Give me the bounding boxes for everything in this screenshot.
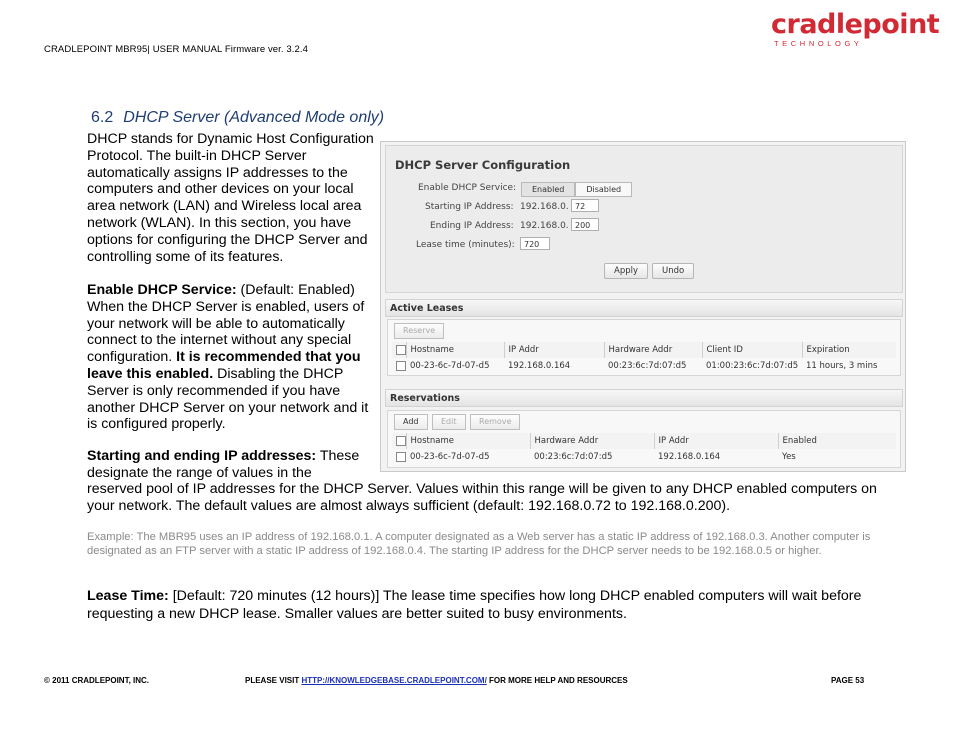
- example-note: Example: The MBR95 uses an IP address of 192.168.0.1. A computer designated as a Web server has a static IP address of 192.168.0.3. Another computer is designated as an FTP server with a static IP address of 192.168.0.4. The starting IP address for the DHCP server needs to be 192.168.0.5 or higher.: [87, 531, 871, 558]
- lease-text: [Default: 720 minutes (12 hours)] The lease time specifies how long DHCP enabled computers will wait before requesting a new DHCP lease. Smaller values are better suited to busy environments.: [87, 588, 862, 622]
- active-leases-table: [387, 319, 901, 376]
- table-row[interactable]: [392, 358, 896, 374]
- end-ip-prefix: 192.168.0.: [520, 221, 569, 231]
- config-title: DHCP Server Configuration: [395, 158, 571, 172]
- res-hostname: 00-23-6c-7d-07-d5: [410, 452, 490, 462]
- table-row[interactable]: [392, 449, 896, 465]
- enable-term: Enable DHCP Service:: [87, 282, 237, 298]
- end-ip-input[interactable]: 200: [571, 218, 599, 231]
- range-text: These designate the range of values in the: [87, 448, 360, 481]
- footer-help: [245, 676, 628, 685]
- res-col-hostname: Hostname: [406, 433, 530, 449]
- start-ip-prefix: 192.168.0.: [520, 202, 569, 212]
- range-term: Starting and ending IP addresses:: [87, 448, 317, 464]
- section-heading: [91, 109, 384, 127]
- undo-button[interactable]: Undo: [652, 263, 694, 279]
- lease-time-label: Lease time (minutes):: [416, 240, 515, 250]
- logo-wordmark: cradlepoint: [771, 9, 940, 40]
- leases-col-client-id: Client ID: [702, 342, 802, 358]
- lease-time-input[interactable]: 720: [520, 237, 550, 250]
- start-ip-label: Starting IP Address:: [425, 202, 514, 212]
- footer-visit-pre: PLEASE VISIT: [245, 676, 302, 685]
- res-ip: 192.168.0.164: [658, 452, 721, 462]
- lease-hardware: 00:23:6c:7d:07:d5: [608, 361, 687, 371]
- lease-term: Lease Time:: [87, 588, 169, 604]
- footer-copyright: © 2011 CRADLEPOINT, INC.: [44, 676, 150, 685]
- document-title: CRADLEPOINT MBR95| USER MANUAL Firmware ver. 3.2.4: [44, 44, 309, 55]
- logo-subtitle: TECHNOLOGY: [774, 39, 863, 48]
- select-all-checkbox[interactable]: [392, 433, 406, 449]
- lease-paragraph: [87, 588, 867, 623]
- dhcp-config-panel: [385, 145, 903, 293]
- lease-expiration: 11 hours, 3 mins: [806, 361, 878, 371]
- res-enabled: Yes: [782, 452, 796, 462]
- leases-col-hardware: Hardware Addr: [604, 342, 702, 358]
- reservations-grid: [392, 433, 896, 465]
- enabled-option[interactable]: Enabled: [521, 182, 575, 197]
- enable-service-toggle[interactable]: [521, 182, 632, 197]
- reservations-header: Reservations: [385, 389, 903, 407]
- active-leases-header: Active Leases: [385, 299, 903, 317]
- lease-ip: 192.168.0.164: [508, 361, 571, 371]
- range-paragraph-continued: reserved pool of IP addresses for the DHCP Server. Values within this range will be given to any DHCP enabled computers on your network. The default values are almost always sufficient (default: 192.168.0.72 to 192.168.0.200).: [87, 481, 877, 514]
- lease-hostname: 00-23-6c-7d-07-d5: [410, 361, 490, 371]
- leases-col-expiration: Expiration: [802, 342, 896, 358]
- res-hardware: 00:23:6c:7d:07:d5: [534, 452, 613, 462]
- enable-text-continued: Disabling the DHCP Server is only recommended if you have another DHCP Server on your network and it is configured properly.: [87, 365, 369, 433]
- leases-col-ip: IP Addr: [504, 342, 604, 358]
- disabled-option[interactable]: Disabled: [575, 182, 632, 197]
- cradlepoint-logo: [771, 9, 940, 48]
- start-ip-input[interactable]: 72: [571, 199, 599, 212]
- reserve-button[interactable]: Reserve: [394, 323, 444, 339]
- row-checkbox[interactable]: [392, 358, 406, 374]
- leases-grid: [392, 342, 896, 374]
- enable-text: (Default: Enabled) When the DHCP Server is enabled, users of your network will be able to automatically connect to the internet without any special configuration.: [87, 282, 365, 366]
- leases-header-row: [392, 342, 896, 358]
- knowledgebase-link[interactable]: HTTP://KNOWLEDGEBASE.CRADLEPOINT.COM/: [301, 676, 487, 685]
- leases-col-hostname: Hostname: [406, 342, 504, 358]
- footer-visit-post: FOR MORE HELP AND RESOURCES: [486, 676, 628, 685]
- res-col-hardware: Hardware Addr: [530, 433, 654, 449]
- remove-button[interactable]: Remove: [470, 414, 520, 430]
- lease-client-id: 01:00:23:6c:7d:07:d5: [706, 361, 799, 371]
- res-col-enabled: Enabled: [778, 433, 896, 449]
- add-button[interactable]: Add: [394, 414, 428, 430]
- select-all-checkbox[interactable]: [392, 342, 406, 358]
- enable-service-label: Enable DHCP Service:: [418, 183, 517, 193]
- reservations-table: [387, 410, 901, 468]
- edit-button[interactable]: Edit: [432, 414, 466, 430]
- intro-paragraph: DHCP stands for Dynamic Host Configuration Protocol. The built-in DHCP Server automatically assigns IP addresses to the computers and other devices on your local area network (LAN) and Wireless local area network (WLAN). In this section, you have options for configuring the DHCP Server and controlling some of its features.: [87, 131, 374, 265]
- section-title: DHCP Server (Advanced Mode only): [123, 109, 385, 126]
- reservations-header-row: [392, 433, 896, 449]
- page-number: PAGE 53: [831, 676, 865, 685]
- row-checkbox[interactable]: [392, 449, 406, 465]
- end-ip-label: Ending IP Address:: [430, 221, 514, 231]
- enable-recommendation: It is recommended that you leave this enabled.: [87, 349, 361, 382]
- apply-button[interactable]: Apply: [604, 263, 648, 279]
- dhcp-config-screenshot: [380, 141, 906, 472]
- section-number: 6.2: [91, 109, 114, 126]
- res-col-ip: IP Addr: [654, 433, 778, 449]
- enable-paragraph: [87, 282, 377, 433]
- range-paragraph: [87, 448, 377, 482]
